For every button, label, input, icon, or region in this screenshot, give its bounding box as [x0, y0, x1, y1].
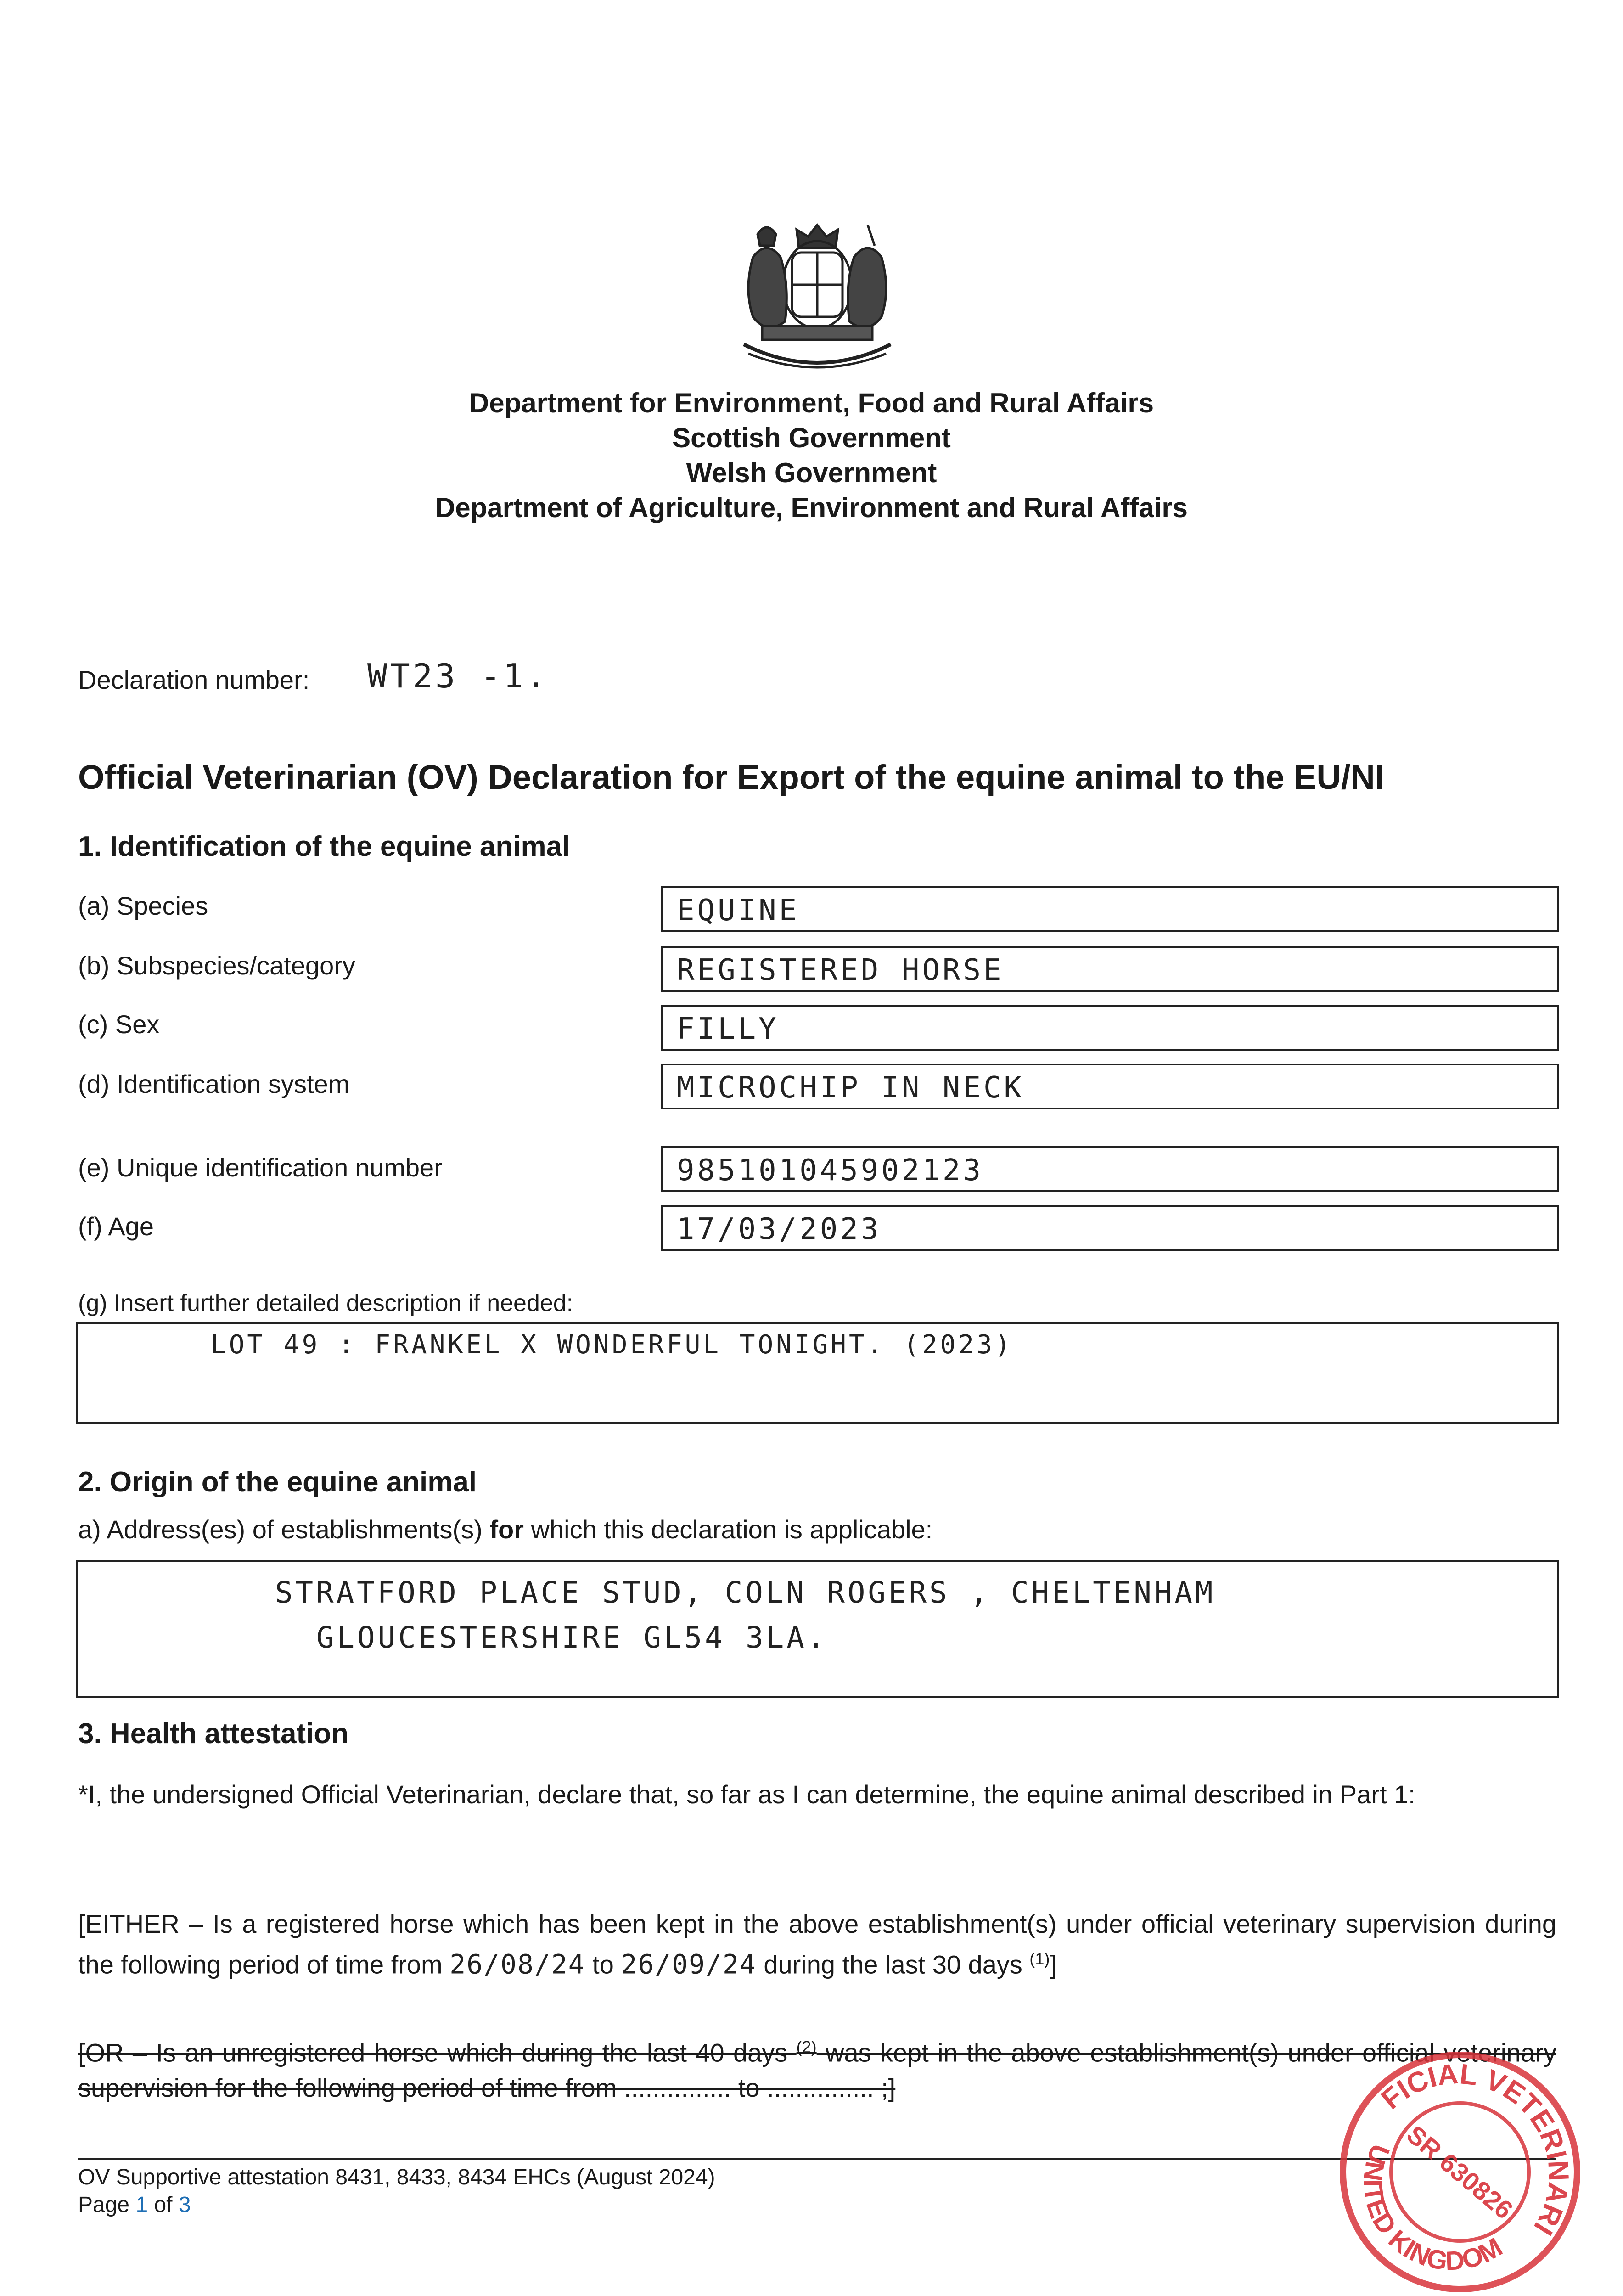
address-line-1: STRATFORD PLACE STUD, COLN ROGERS , CHELTENHAM — [275, 1576, 1216, 1610]
section-2-heading: 2. Origin of the equine animal — [78, 1466, 477, 1498]
department-name: Department of Agriculture, Environment and Rural Affairs — [435, 492, 1188, 523]
department-name: Welsh Government — [686, 457, 937, 488]
declaration-number-label: Declaration number: — [78, 665, 310, 694]
description-field — [76, 1322, 1559, 1424]
age-field — [661, 1205, 1559, 1251]
section-1-heading: 1. Identification of the equine animal — [78, 831, 570, 862]
address-field — [76, 1560, 1559, 1698]
official-veterinarian-stamp — [1331, 2039, 1589, 2296]
subspecies-label: (b) Subspecies/category — [78, 951, 355, 980]
stamp-number: SR 630826 — [1401, 2120, 1519, 2225]
id-system-label: (d) Identification system — [78, 1069, 350, 1098]
department-name: Scottish Government — [672, 422, 951, 453]
subspecies-field — [661, 946, 1559, 992]
stamp-bottom-text: UNITED KINGDOM — [1357, 2140, 1508, 2276]
department-list — [0, 386, 1623, 525]
section-3-heading: 3. Health attestation — [78, 1718, 349, 1750]
royal-coat-of-arms — [716, 216, 918, 381]
declaration-number-value: WT23 -1. — [367, 657, 549, 695]
id-system-field — [661, 1064, 1559, 1109]
species-field — [661, 886, 1559, 932]
sex-label: (c) Sex — [78, 1010, 160, 1039]
uid-value: 985101045902123 — [677, 1154, 983, 1187]
page-number: Page 1 of 3 — [78, 2193, 191, 2217]
department-name: Department for Environment, Food and Rural Affairs — [469, 388, 1154, 418]
age-label: (f) Age — [78, 1212, 154, 1241]
address-label: a) Address(es) of establishments(s) for which this declaration is applicable: — [78, 1515, 933, 1544]
uid-label: (e) Unique identification number — [78, 1153, 443, 1182]
footer-line: OV Supportive attestation 8431, 8433, 8434 EHCs (August 2024) — [78, 2165, 715, 2189]
species-value: EQUINE — [677, 894, 800, 928]
sex-field — [661, 1005, 1559, 1051]
attestation-or-struck: [OR – Is an unregistered horse which during the last 40 days $^{(2)}$ was kept in the above establishment(s) under official veterinary supervision for the following period of time from ............... to ............... ;] — [78, 2037, 1556, 2102]
id-system-value: MICROCHIP IN NECK — [677, 1071, 1025, 1105]
uid-field — [661, 1146, 1559, 1192]
address-line-2: GLOUCESTERSHIRE GL54 3LA. — [316, 1621, 828, 1655]
sex-value: FILLY — [677, 1012, 779, 1046]
age-value: 17/03/2023 — [677, 1212, 882, 1246]
species-label: (a) Species — [78, 891, 208, 920]
stamp-top-text: OFFICIAL VETERINARIAN — [1375, 2058, 1575, 2241]
description-value: LOT 49 : FRANKEL X WONDERFUL TONIGHT. (2023) — [211, 1330, 1013, 1360]
attestation-either: [EITHER – Is a registered horse which has been kept in the above establishment(s) under official veterinary supervision during the following period of time from 26/08/24 to 26/09/24 during the last 30 days $^{(1)}$] — [78, 1909, 1556, 1980]
description-label: (g) Insert further detailed description if needed: — [78, 1290, 573, 1317]
attestation-intro: *I, the undersigned Official Veterinarian, declare that, so far as I can determine, the equine animal described in Part 1: — [78, 1780, 1415, 1809]
footer — [78, 2164, 715, 2219]
subspecies-value: REGISTERED HORSE — [677, 953, 1004, 987]
document-title: Official Veterinarian (OV) Declaration for Export of the equine animal to the EU/NI — [78, 758, 1385, 796]
